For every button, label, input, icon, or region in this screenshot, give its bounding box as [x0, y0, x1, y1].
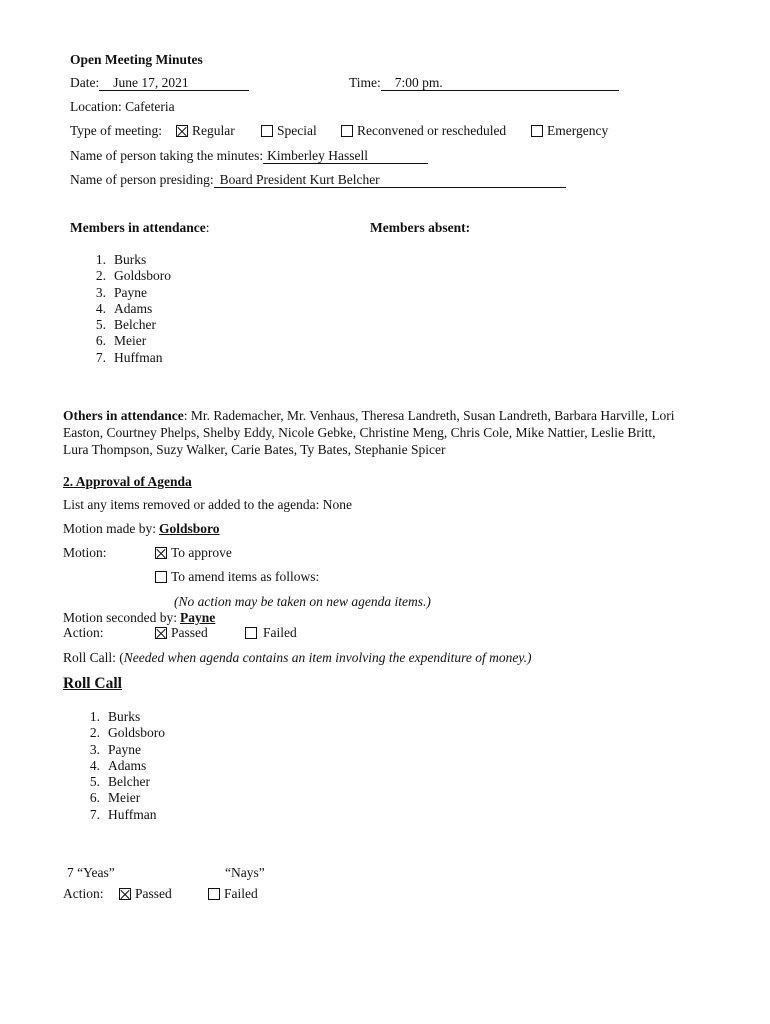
date-value: June 17, 2021	[113, 75, 189, 90]
meeting-type-emergency[interactable]	[531, 123, 608, 139]
meeting-type-row	[70, 123, 162, 139]
roll-call-heading: Roll Call	[63, 675, 122, 692]
checkbox-icon[interactable]	[208, 888, 220, 900]
others-attendance-text: : Mr. Rademacher, Mr. Venhaus, Theresa Landreth, Susan Landreth, Barbara Harville, Lori Easton, Courtney Phelps, Shelby Eddy, Nicole Gebke, Christine Meng, Chris Cole, Mike Nattier, Leslie Britt, Lura Thompson, Suzy Walker, Carie Bates, Ty Bates, Stephanie Spicer	[63, 408, 675, 457]
checkbox-icon[interactable]	[341, 125, 353, 137]
agenda-note: (No action may be taken on new agenda items.)	[174, 594, 431, 609]
checkbox-icon[interactable]	[245, 627, 257, 639]
seconded-value[interactable]: Payne	[180, 610, 216, 625]
checkbox-checked-icon[interactable]	[155, 547, 167, 559]
meeting-type-label-regular: Regular	[192, 123, 235, 138]
agenda-items-changed: List any items removed or added to the agenda: None	[63, 497, 353, 512]
time-label: Time:	[349, 75, 381, 90]
checkbox-icon[interactable]	[155, 571, 167, 583]
minutes-taker-line[interactable]	[263, 148, 428, 164]
meeting-type-reconvened[interactable]	[341, 123, 506, 139]
roll-call-note-label: Roll Call: (	[63, 650, 124, 665]
meeting-type-label-reconvened: Reconvened or rescheduled	[357, 123, 507, 138]
checkbox-icon[interactable]	[531, 125, 543, 137]
list-item: 4. Adams	[89, 757, 147, 773]
members-attendance-colon: :	[205, 220, 210, 235]
agenda-action-label: Action:	[63, 625, 104, 640]
motion-by-field	[63, 521, 220, 537]
option-approve-label: To approve	[171, 545, 232, 560]
nays-count: “Nays”	[225, 865, 265, 880]
agenda-failed-label: Failed	[263, 625, 297, 640]
agenda-failed[interactable]	[245, 625, 297, 641]
members-attendance-heading	[70, 220, 210, 236]
agenda-passed-label: Passed	[171, 625, 208, 640]
roll-call-passed[interactable]	[119, 886, 172, 902]
presiding-value: Board President Kurt Belcher	[219, 172, 380, 187]
presiding-line[interactable]	[214, 172, 566, 188]
list-item: 5. Belcher	[89, 774, 150, 790]
motion-by-label: Motion made by:	[63, 521, 156, 536]
list-item: 3. Payne	[89, 741, 141, 757]
time-field	[349, 75, 619, 91]
list-item: 1. Burks	[95, 252, 147, 267]
meeting-type-special[interactable]	[261, 123, 317, 139]
members-absent-heading: Members absent:	[370, 220, 471, 235]
agenda-heading: 2. Approval of Agenda	[63, 474, 192, 489]
agenda-passed[interactable]	[155, 625, 208, 641]
seconded-label: Motion seconded by:	[63, 610, 177, 625]
time-value: 7:00 pm.	[394, 75, 443, 90]
roll-call-failed[interactable]	[208, 886, 258, 902]
list-item: 7. Huffman	[95, 349, 163, 365]
yeas-count: 7 “Yeas”	[67, 865, 115, 880]
date-field	[70, 75, 249, 91]
list-item: 6. Meier	[89, 790, 141, 806]
meeting-type-label-emergency: Emergency	[547, 123, 609, 138]
option-approve[interactable]	[155, 545, 232, 561]
list-item: 2. Goldsboro	[95, 268, 171, 284]
roll-call-list	[78, 709, 165, 823]
seconded-field	[63, 610, 215, 626]
motion-by-value[interactable]: Goldsboro	[159, 521, 220, 536]
others-attendance	[63, 407, 683, 458]
roll-call-passed-label: Passed	[135, 886, 172, 901]
roll-call-note	[63, 650, 532, 666]
meeting-type-label: Type of meeting:	[70, 123, 163, 138]
roll-call-action-label: Action:	[63, 886, 104, 901]
list-item: 1. Burks	[89, 709, 141, 724]
roll-call-failed-label: Failed	[224, 886, 258, 901]
list-item: 4. Adams	[95, 300, 153, 316]
members-list	[84, 252, 171, 366]
meeting-type-regular[interactable]	[176, 123, 235, 139]
list-item: 5. Belcher	[95, 317, 156, 333]
checkbox-icon[interactable]	[261, 125, 273, 137]
list-item: 2. Goldsboro	[89, 725, 165, 741]
list-item: 3. Payne	[95, 284, 147, 300]
checkbox-checked-icon[interactable]	[119, 888, 131, 900]
presiding-label: Name of person presiding:	[70, 172, 214, 187]
minutes-taker-label: Name of person taking the minutes:	[70, 148, 264, 163]
document-title: Open Meeting Minutes	[70, 52, 203, 67]
roll-call-note-text: Needed when agenda contains an item involving the expenditure of money.)	[123, 650, 532, 665]
list-item: 7. Huffman	[89, 806, 157, 822]
date-label: Date:	[70, 75, 100, 90]
option-amend[interactable]	[155, 569, 319, 585]
checkbox-checked-icon[interactable]	[176, 125, 188, 137]
checkbox-checked-icon[interactable]	[155, 627, 167, 639]
presiding-field	[70, 172, 566, 188]
list-item: 6. Meier	[95, 333, 147, 349]
location: Location: Cafeteria	[70, 99, 175, 114]
time-value-line[interactable]	[381, 75, 619, 91]
minutes-taker-value: Kimberley Hassell	[267, 148, 368, 163]
option-amend-label: To amend items as follows:	[171, 569, 320, 584]
meeting-type-label-special: Special	[277, 123, 317, 138]
others-attendance-label: Others in attendance	[63, 408, 184, 423]
motion-label: Motion:	[63, 545, 107, 560]
minutes-taker-field	[70, 148, 428, 164]
date-value-line[interactable]	[99, 75, 249, 91]
members-attendance-label: Members in attendance	[70, 220, 206, 235]
